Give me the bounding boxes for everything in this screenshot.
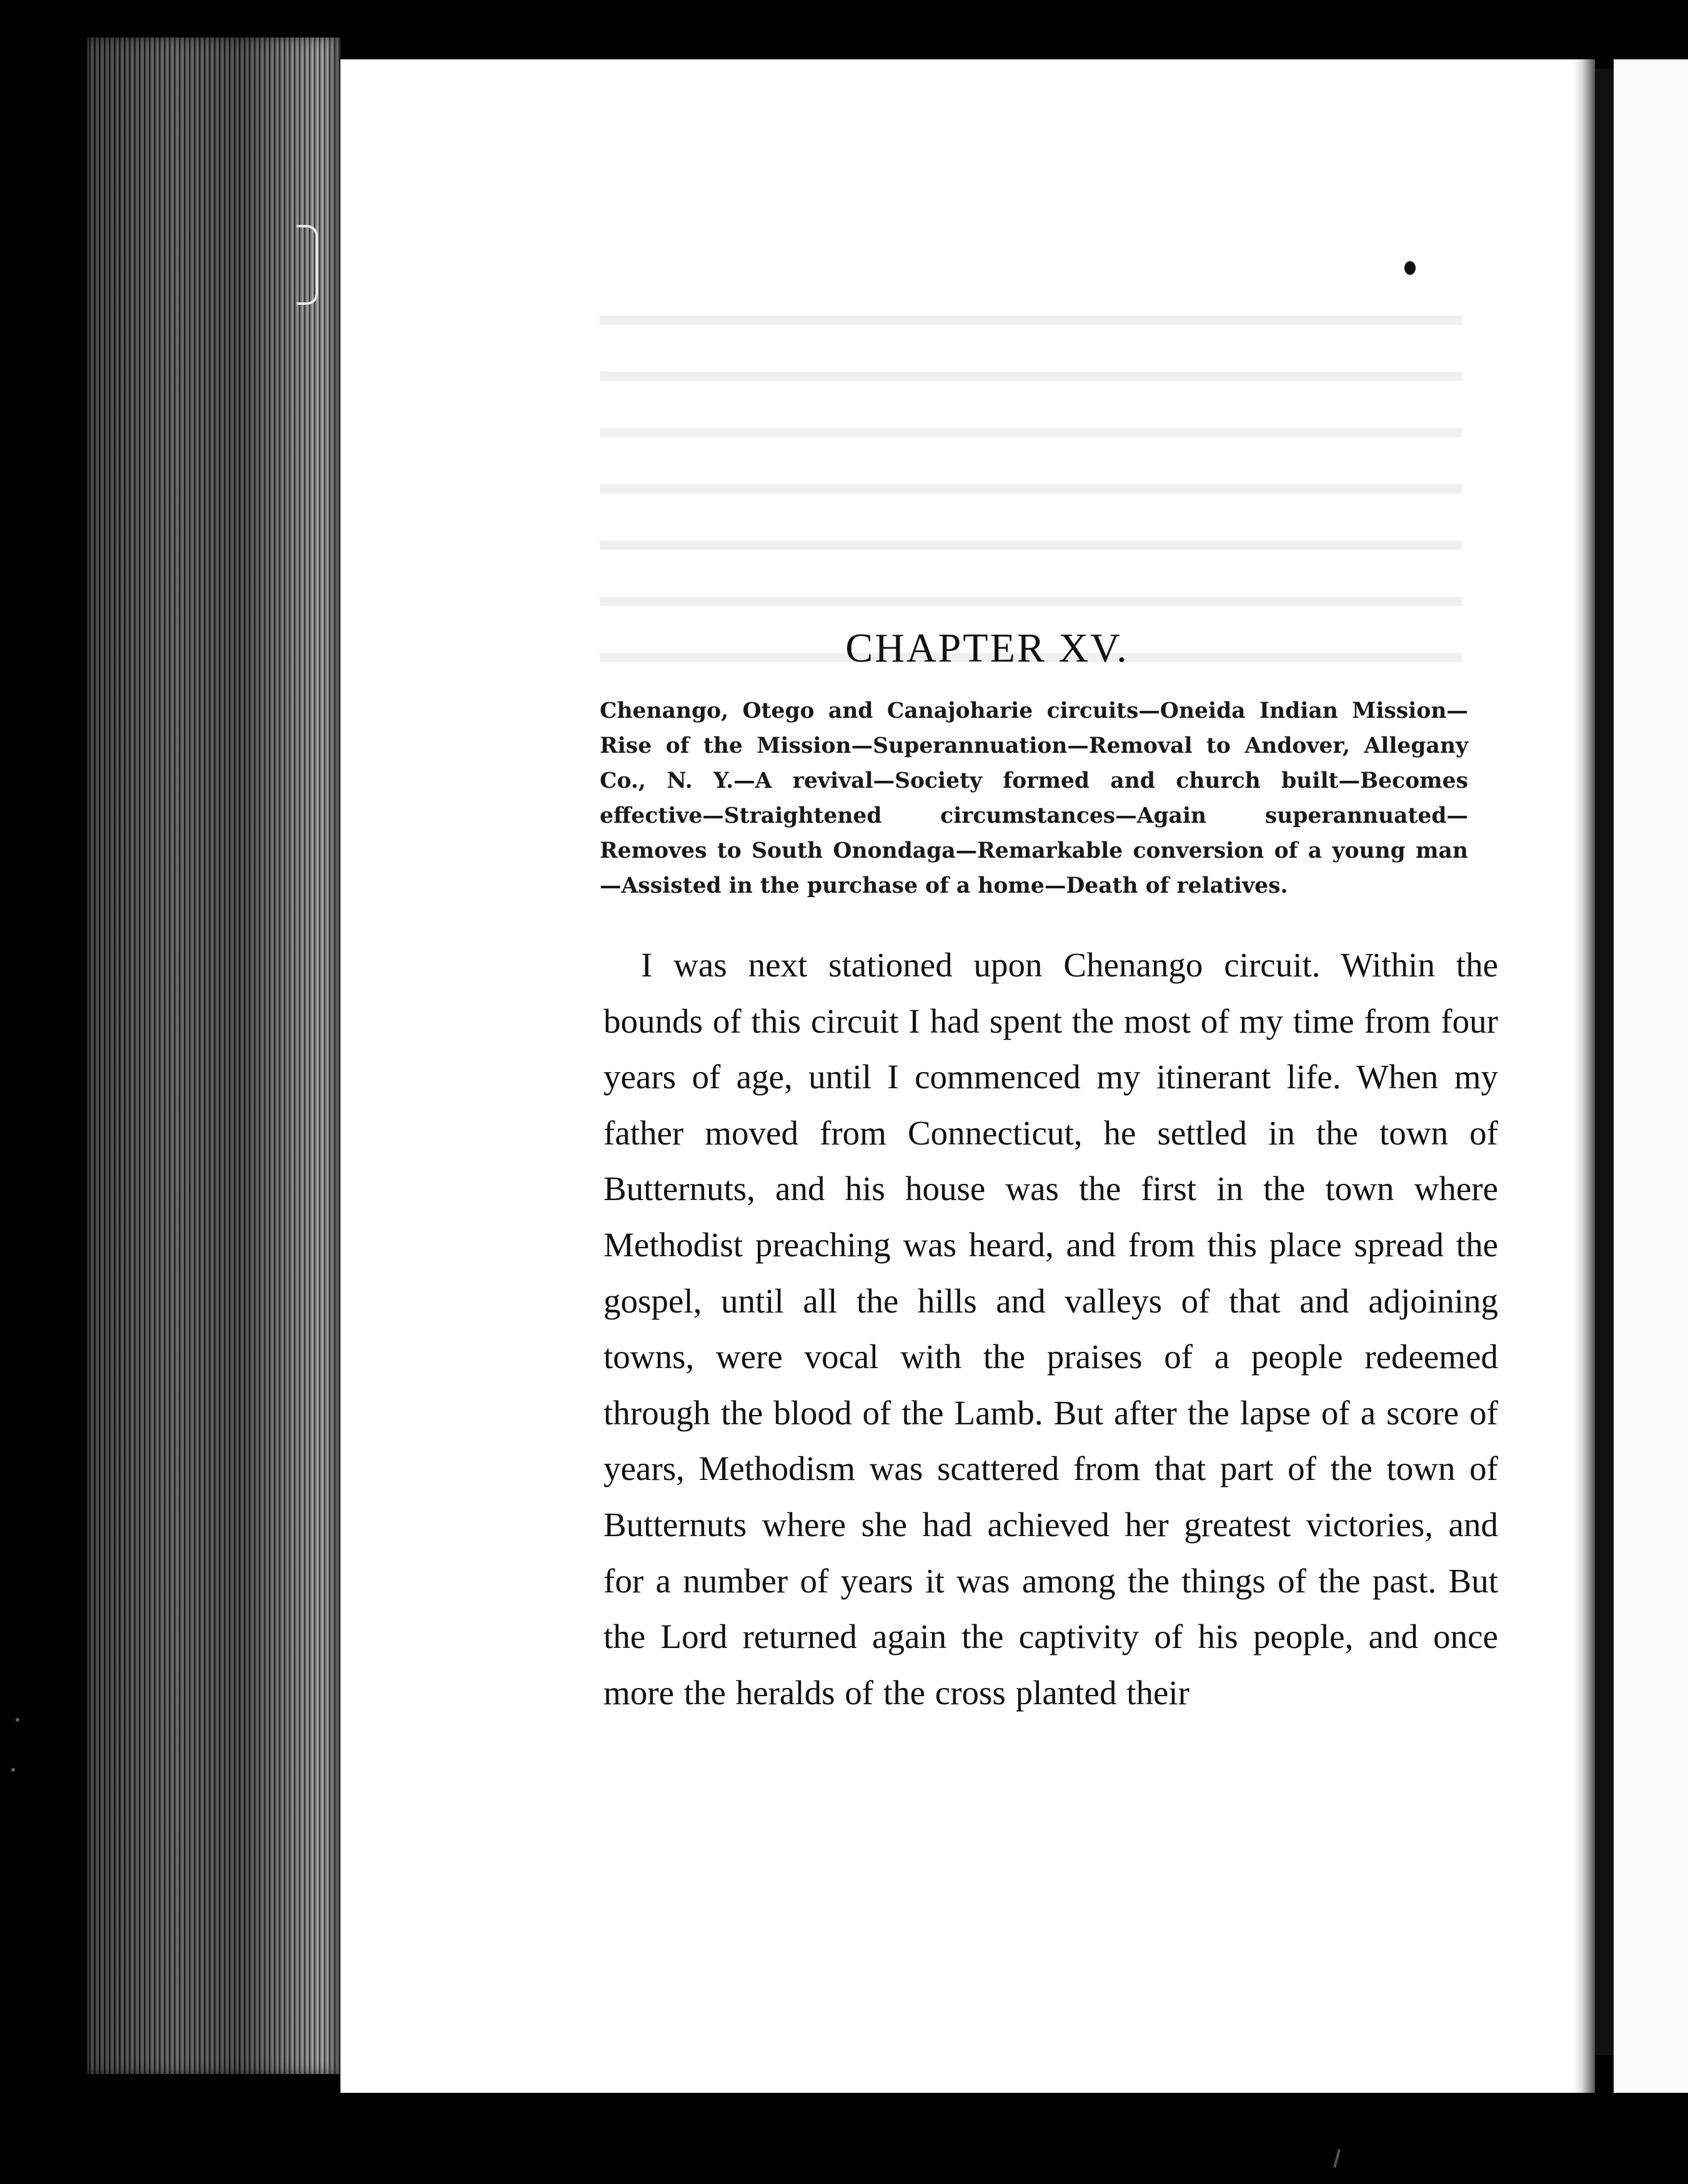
book-page-edges [87, 37, 340, 2074]
chapter-synopsis [600, 693, 1468, 903]
scan-dust [16, 1718, 19, 1722]
chapter-title: CHAPTER XV. [845, 625, 1129, 671]
scan-dust [11, 1768, 15, 1772]
facing-page-edge [1614, 59, 1688, 2093]
book-binding [1595, 69, 1614, 2055]
chapter-synopsis-text: Chenango, Otego and Canajoharie circuits—Oneida Indian Mission—Rise of the Mission—Superannuation—Removal to Andover, Allegany Co., N. Y.—A revival—Society formed and church built—Becomes effective—Straightened circumstances—Again superannuated—Removes to South Onondaga—Remarkable conversion of a young man—Assisted in the purchase of a home—Death of relatives. [600, 698, 1468, 898]
page-gutter-shadow [1573, 59, 1595, 2093]
scan-mark [1333, 2149, 1341, 2168]
body-paragraph: I was next stationed upon Chenango circuit. Within the bounds of this circuit I had spent the most of my time from four years of age, until I commenced my itinerant life. When my father moved from Connecticut, he settled in the town of Butternuts, and his house was the first in the town where Methodist preaching was heard, and from this place spread the gospel, until all the hills and valleys of that and adjoining towns, were vocal with the praises of a people redeemed through the blood of the Lamb. But after the lapse of a score of years, Methodism was scattered from that part of the town of Butternuts where she had achieved her greatest victories, and for a number of years it was among the things of the past. But the Lord returned again the captivity of his people, and once more the heralds of the cross planted their [603, 946, 1498, 1712]
ink-speck [1404, 261, 1416, 275]
edge-pencil-mark [297, 225, 318, 305]
show-through-text [600, 281, 1462, 668]
